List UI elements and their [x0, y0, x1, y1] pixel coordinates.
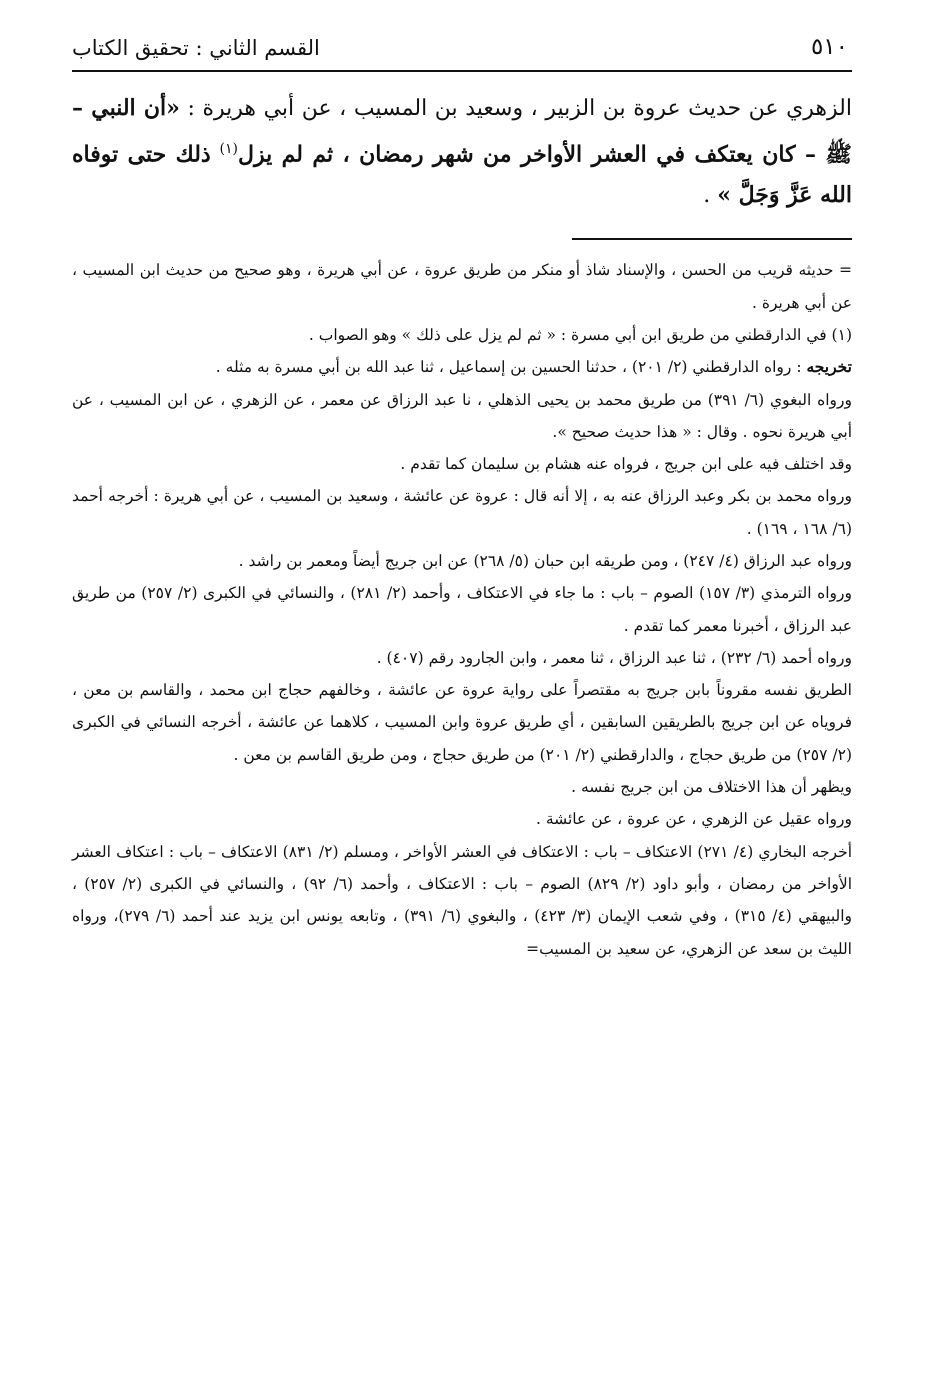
takhrij-paragraph [72, 351, 852, 383]
hadith-quote-part1: «أن النبي – ﷺ – كان يعتكف في العشر الأواخر من شهر رمضان ، ثم لم يزل [72, 95, 852, 168]
footnote-paragraph: ورواه عقيل عن الزهري ، عن عروة ، عن عائشة . [535, 810, 852, 829]
footnote-paragraph: ورواه البغوي (٦/ ٣٩١) من طريق محمد بن يحيى الذهلي ، نا عبد الرزاق عن معمر ، عن الزهري ، عن ابن المسيب ، عن أبي هريرة نحوه . وقال : « هذا حديث صحيح ». [72, 390, 853, 441]
footnote-paragraph: ورواه الترمذي (٣/ ١٥٧) الصوم – باب : ما جاء في الاعتكاف ، وأحمد (٢/ ٢٨١) ، والنسائي في الكبرى (٢/ ٢٥٧) من طريق عبد الرزاق ، أخبرنا معمر كما تقدم . [72, 584, 852, 635]
page-header [72, 30, 852, 72]
takhrij-text: : رواه الدارقطني (٢/ ٢٠١) ، حدثنا الحسين بن إسماعيل ، ثنا عبد الله بن أبي مسرة به مثله . [215, 358, 807, 377]
footnote-paragraph: ويظهر أن هذا الاختلاف من ابن جريج نفسه . [571, 778, 852, 797]
footnote-paragraph: وقد اختلف فيه على ابن جريج ، فرواه عنه هشام بن سليمان كما تقدم . [400, 455, 852, 474]
footnote-paragraph: ورواه عبد الرزاق (٤/ ٢٤٧) ، ومن طريقه ابن حبان (٥/ ٢٦٨) عن ابن جريج أيضاً ومعمر بن راشد . [238, 552, 852, 570]
footnote-paragraph: الطريق نفسه مقروناً بابن جريج به مقتصراً على رواية عروة عن عائشة ، وخالفهم حجاج ابن محمد ، والقاسم بن معن ، فروياه عن ابن جريج بالطريقين السابقين ، أي طريق عروة وابن المسيب ، كلاهما عن عائشة ، أخرجه النسائي في الكبرى (٢/ ٢٥٧) من طريق حجاج ، والدارقطني (٢/ ٢٠١) من طريق حجاج ، ومن طريق القاسم بن معن . [72, 681, 852, 764]
footnote-paragraph: ورواه أحمد (٦/ ٢٣٢) ، ثنا عبد الرزاق ، ثنا معمر ، وابن الجارود رقم (٤٠٧) . [376, 648, 852, 667]
footnotes [72, 254, 852, 965]
footnote-paragraph: ورواه محمد بن بكر وعبد الرزاق عنه به ، إلا أنه قال : عروة عن عائشة ، وسعيد بن المسيب ، عن أبي هريرة : أخرجه أحمد (٦/ ١٦٨ ، ١٦٩) . [72, 487, 852, 538]
footnote-reference: (١) [219, 141, 238, 157]
section-title: القسم الثاني : تحقيق الكتاب [72, 36, 320, 60]
book-page [72, 30, 852, 965]
hadith-quote-part2: ذلك حتى توفاه الله عَزَّ وَجَلَّ » [72, 141, 852, 209]
footnote-continuation: = حديثه قريب من الحسن ، والإسناد شاذ أو منكر من طريق عروة ، عن أبي هريرة ، وهو صحيح من حديث ابن المسيب ، عن أبي هريرة . [72, 261, 852, 312]
footnote-1: (١) في الدارقطني من طريق ابن أبي مسرة : « ثم لم يزل على ذلك » وهو الصواب . [308, 325, 852, 344]
footnote-paragraph: أخرجه البخاري (٤/ ٢٧١) الاعتكاف – باب : الاعتكاف في العشر الأواخر ، ومسلم (٢/ ٨٣١) الاعتكاف – باب : اعتكاف العشر الأواخر من رمضان ، وأبو داود (٢/ ٨٢٩) الصوم – باب : الاعتكاف ، وأحمد (٦/ ٩٢) ، والنسائي في الكبرى (٢/ ٢٥٧) ، والبيهقي (٤/ ٣١٥) ، وفي شعب الإيمان (٣/ ٤٢٣) ، والبغوي (٦/ ٣٩١) ، وتابعه يونس ابن يزيد عند أحمد (٦/ ٢٧٩)، ورواه الليث بن سعد عن الزهري، عن سعيد بن المسيب= [72, 842, 853, 958]
takhrij-label: تخريجه [806, 357, 852, 377]
page-number: ٥١٠ [810, 34, 848, 60]
footnote-separator [572, 238, 852, 240]
hadith-quote-end: . [703, 183, 718, 209]
main-intro: الزهري عن حديث عروة بن الزبير ، وسعيد بن المسيب ، عن أبي هريرة : [187, 96, 852, 121]
main-text [72, 88, 852, 216]
